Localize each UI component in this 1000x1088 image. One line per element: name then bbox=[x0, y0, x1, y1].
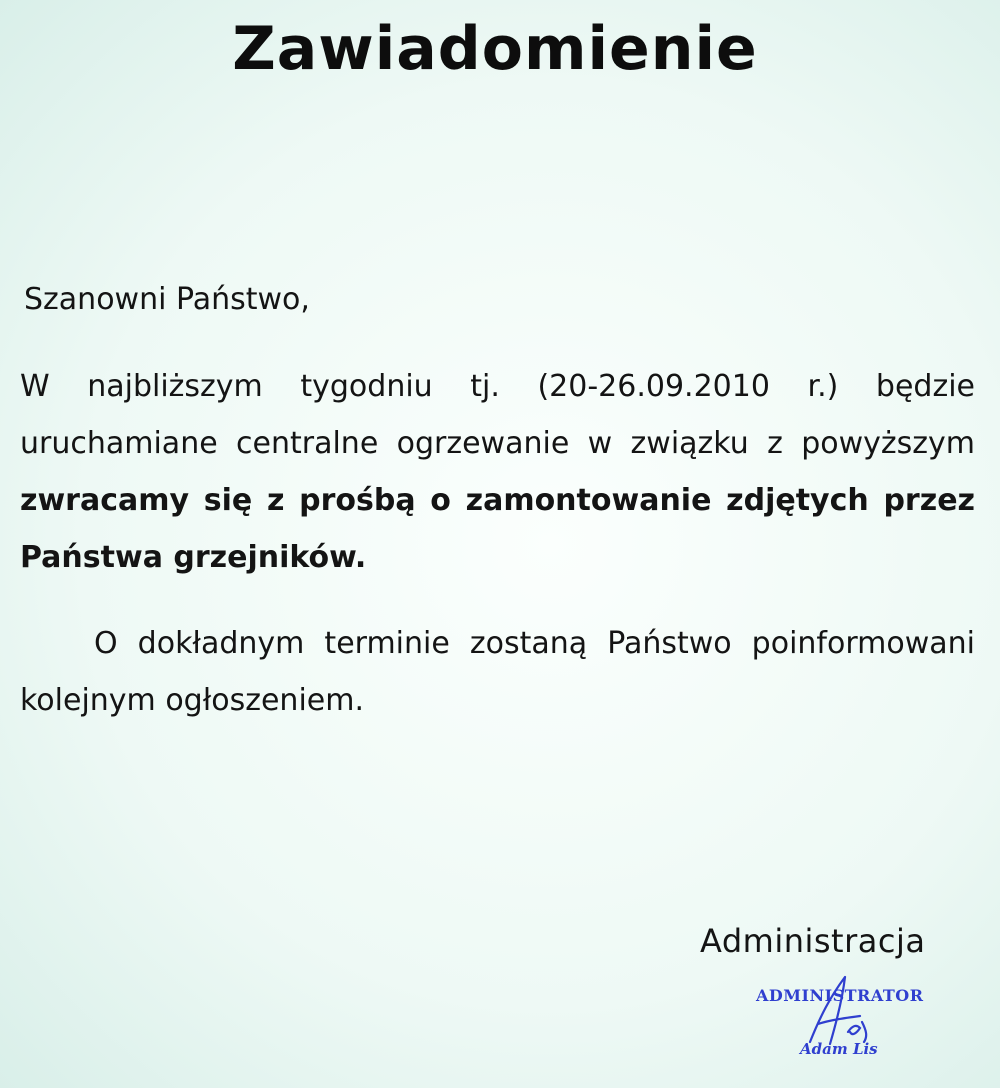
signatory-label: Administracja bbox=[700, 922, 926, 960]
paragraph-heating-announcement bbox=[20, 358, 975, 586]
paragraph-heating-request-text: zwracamy się z prośbą o zamontowanie zdjętych przez Państwa grzejników. bbox=[20, 483, 975, 575]
handwritten-signature bbox=[790, 972, 880, 1052]
administrator-stamp: ADMINISTRATOR bbox=[756, 986, 924, 1005]
greeting: Szanowni Państwo, bbox=[24, 282, 310, 317]
paragraph-schedule-text: O dokładnym terminie zostaną Państwo poinformowani kolejnym ogłoszeniem. bbox=[20, 626, 975, 718]
paragraph-heating-plain-text: W najbliższym tygodniu tj. (20-26.09.2010 r.) będzie uruchamiane centralne ogrzewanie w związku z powyższym bbox=[20, 369, 975, 461]
administrator-stamp-name: Adam Lis bbox=[800, 1040, 878, 1058]
notice-title: Zawiadomienie bbox=[232, 14, 758, 84]
paragraph-schedule-info bbox=[20, 615, 975, 729]
